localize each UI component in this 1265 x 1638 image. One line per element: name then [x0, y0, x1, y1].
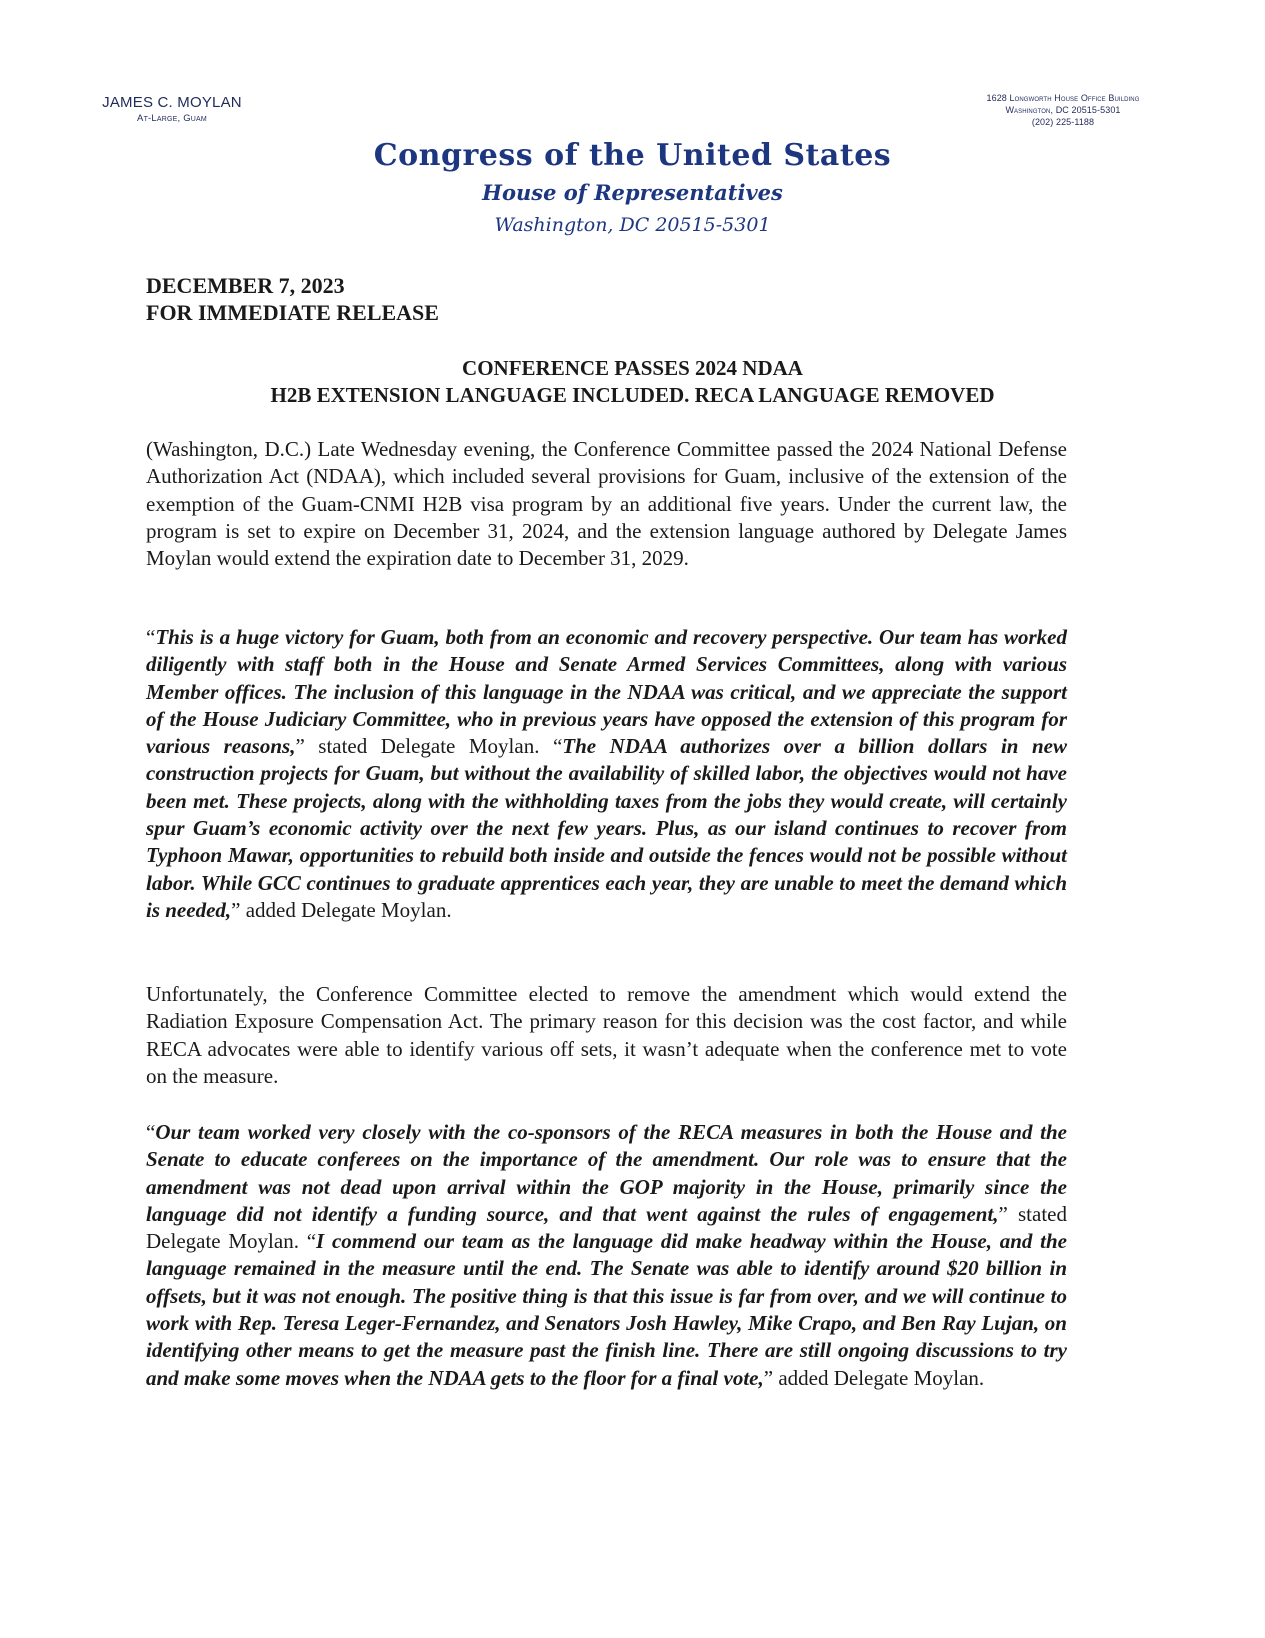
office-address-line2: Washington, DC 20515-5301: [1005, 105, 1121, 115]
member-letterhead: [92, 94, 252, 126]
office-phone: (202) 225-1188: [1031, 117, 1095, 127]
office-address-line1: 1628 Longworth House Office Building: [986, 93, 1140, 103]
headline-line1: CONFERENCE PASSES 2024 NDAA: [462, 356, 803, 380]
masthead-title: Congress of the United States: [373, 138, 892, 173]
body-paragraph-3: Unfortunately, the Conference Committee elected to remove the amendment which would extend the Radiation Exposure Compensation Act. The primary reason for this decision was the cost factor, and while RECA advocates were able to identify various off sets, it wasn’t adequate when the conference met to vote on the measure.: [146, 982, 1067, 1088]
masthead-chamber: House of Representatives: [482, 180, 783, 205]
press-release-headline: [0, 355, 1265, 409]
headline-line2: H2B EXTENSION LANGUAGE INCLUDED. RECA LANGUAGE REMOVED: [270, 383, 995, 407]
release-date: DECEMBER 7, 2023: [146, 273, 345, 298]
release-dateline: [146, 272, 439, 326]
member-name: JAMES C. MOYLAN: [102, 94, 242, 111]
masthead-city: Washington, DC 20515-5301: [494, 214, 771, 236]
release-type: FOR IMMEDIATE RELEASE: [146, 300, 439, 325]
body-paragraph-1: (Washington, D.C.) Late Wednesday evening, the Conference Committee passed the 2024 National Defense Authorization Act (NDAA), which included several provisions for Guam, inclusive of the extension of the exemption of the Guam-CNMI H2B visa program by an additional five years. Under the current law, the program is set to expire on December 31, 2024, and the extension language authored by Delegate James Moylan would extend the expiration date to December 31, 2029.: [146, 437, 1067, 571]
attribution: ” stated Delegate Moylan. “: [295, 734, 563, 759]
quote-text: I commend our team as the language did make headway within the House, and the language remained in the measure until the end. The Senate was able to identify around $20 billion in offsets, but it was not enough. The positive thing is that this issue is far from over, and we will continue to work with Rep. Teresa Leger-Fernandez, and Senators Josh Hawley, Mike Crapo, and Ben Ray Lujan, on identifying other means to get the measure past the finish line. There are still ongoing discussions to try and make some moves when the NDAA gets to the floor for a final vote,: [146, 1229, 1067, 1390]
body-paragraph-4-quote: [146, 1119, 1067, 1392]
attribution: ” added Delegate Moylan.: [231, 897, 452, 922]
quote-text: The NDAA authorizes over a billion dollars in new construction projects for Guam, but without the availability of skilled labor, the objectives would not have been met. These projects, along with the withholding taxes from the jobs they would create, will certainly spur Guam’s economic activity over the next few years. Plus, as our island continues to recover from Typhoon Mawar, opportunities to rebuild both inside and outside the fences would not be possible without labor. While GCC continues to graduate apprentices each year, they are unable to meet the demand which is needed,: [146, 734, 1067, 922]
open-quote: “: [146, 625, 156, 649]
body-paragraph-2-quote: [146, 624, 1067, 924]
open-quote: “: [146, 1120, 156, 1144]
quote-text: This is a huge victory for Guam, both from an economic and recovery perspective. Our team has worked diligently with staff both in the House and Senate Armed Services Committees, along with various Member offices. The inclusion of this language in the NDAA was critical, and we appreciate the support of the House Judiciary Committee, who in previous years have opposed the extension of this program for various reasons,: [146, 625, 1067, 759]
office-address-block: [958, 92, 1168, 128]
attribution: ” added Delegate Moylan.: [763, 1365, 985, 1390]
member-district: At-Large, Guam: [137, 113, 207, 124]
quote-text: Our team worked very closely with the co-sponsors of the RECA measures in both the House and the Senate to educate conferees on the importance of the amendment. Our role was to ensure that the amendment was not dead upon arrival within the GOP majority in the House, primarily since the language did not identify a funding source, and that went against the rules of engagement,: [146, 1120, 1067, 1226]
attribution: ” stated Delegate Moylan. “: [146, 1201, 1067, 1254]
